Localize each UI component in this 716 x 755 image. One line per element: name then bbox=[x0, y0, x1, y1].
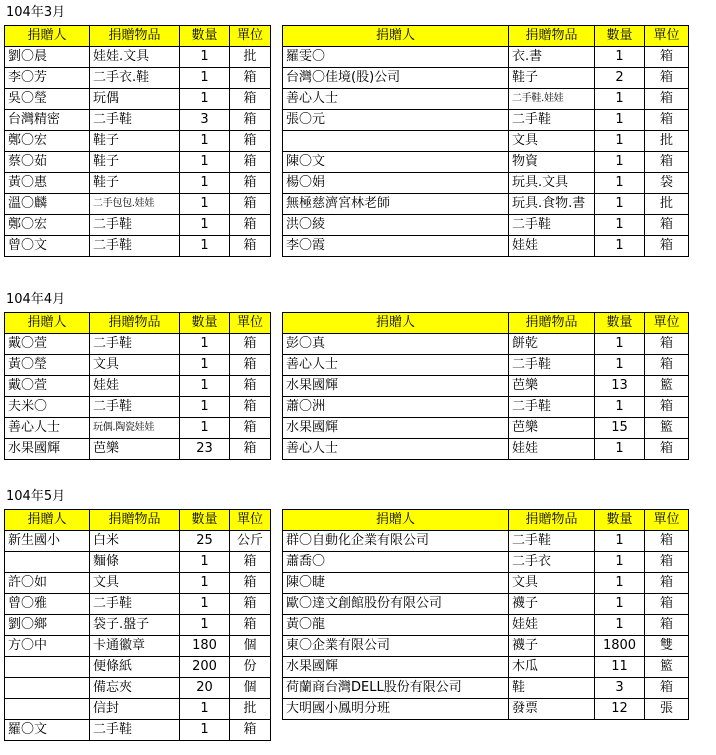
cell-quantity: 1 bbox=[180, 615, 230, 636]
cell-item: 便條紙 bbox=[90, 657, 180, 678]
cell-unit: 籃 bbox=[645, 418, 689, 439]
cell-item: 二手鞋 bbox=[90, 334, 180, 355]
table-row bbox=[5, 215, 271, 236]
cell-unit: 箱 bbox=[645, 397, 689, 418]
cell-quantity: 1 bbox=[595, 397, 645, 418]
table-row bbox=[5, 173, 271, 194]
cell-quantity: 1 bbox=[180, 418, 230, 439]
cell-donor: 黃〇瑩 bbox=[5, 355, 90, 376]
table-header-row bbox=[5, 510, 271, 531]
column-header-unit: 單位 bbox=[230, 313, 271, 334]
cell-item: 二手鞋 bbox=[509, 531, 595, 552]
cell-donor bbox=[5, 678, 90, 699]
cell-donor: 鄭〇宏 bbox=[5, 131, 90, 152]
column-header-quantity: 數量 bbox=[595, 510, 645, 531]
cell-donor: 善心人士 bbox=[283, 439, 509, 460]
cell-unit: 箱 bbox=[230, 418, 271, 439]
cell-quantity: 1 bbox=[595, 194, 645, 215]
cell-quantity: 20 bbox=[180, 678, 230, 699]
cell-item: 二手鞋 bbox=[90, 397, 180, 418]
cell-quantity: 1 bbox=[180, 152, 230, 173]
cell-quantity: 15 bbox=[595, 418, 645, 439]
cell-quantity: 1 bbox=[595, 131, 645, 152]
cell-quantity: 1 bbox=[180, 236, 230, 257]
cell-donor: 夫米〇 bbox=[5, 397, 90, 418]
cell-quantity: 1 bbox=[180, 355, 230, 376]
cell-quantity: 1 bbox=[595, 531, 645, 552]
cell-donor: 楊〇娟 bbox=[283, 173, 509, 194]
cell-quantity: 1 bbox=[595, 573, 645, 594]
column-header-quantity: 數量 bbox=[180, 510, 230, 531]
column-header-item: 捐贈物品 bbox=[509, 313, 595, 334]
cell-quantity: 1 bbox=[595, 152, 645, 173]
table-row bbox=[283, 215, 689, 236]
cell-donor: 水果國輝 bbox=[5, 439, 90, 460]
cell-quantity: 1 bbox=[180, 594, 230, 615]
cell-donor: 新生國小 bbox=[5, 531, 90, 552]
table-header-row bbox=[283, 313, 689, 334]
cell-item: 白米 bbox=[90, 531, 180, 552]
cell-unit: 箱 bbox=[230, 397, 271, 418]
table-row bbox=[5, 110, 271, 131]
table-row bbox=[5, 594, 271, 615]
cell-quantity: 1 bbox=[180, 573, 230, 594]
cell-quantity: 3 bbox=[595, 678, 645, 699]
cell-item: 芭樂 bbox=[509, 418, 595, 439]
cell-item: 餅乾 bbox=[509, 334, 595, 355]
cell-item: 物資 bbox=[509, 152, 595, 173]
cell-unit: 份 bbox=[230, 657, 271, 678]
cell-unit: 箱 bbox=[645, 89, 689, 110]
table-row bbox=[283, 678, 689, 699]
table-row bbox=[5, 552, 271, 573]
cell-quantity: 1 bbox=[180, 397, 230, 418]
cell-item: 二手衣.鞋 bbox=[90, 68, 180, 89]
table-row bbox=[5, 439, 271, 460]
column-header-quantity: 數量 bbox=[180, 26, 230, 47]
cell-item: 文具 bbox=[90, 573, 180, 594]
table-row bbox=[283, 173, 689, 194]
cell-quantity: 1 bbox=[180, 699, 230, 720]
table-header-row bbox=[5, 26, 271, 47]
cell-quantity: 1 bbox=[595, 594, 645, 615]
column-header-item: 捐贈物品 bbox=[509, 26, 595, 47]
cell-unit: 箱 bbox=[645, 615, 689, 636]
cell-donor: 群〇自動化企業有限公司 bbox=[283, 531, 509, 552]
cell-donor bbox=[5, 552, 90, 573]
cell-unit: 箱 bbox=[230, 334, 271, 355]
cell-item: 襪子 bbox=[509, 594, 595, 615]
column-header-unit: 單位 bbox=[645, 313, 689, 334]
cell-unit: 箱 bbox=[645, 573, 689, 594]
cell-donor: 李〇芳 bbox=[5, 68, 90, 89]
cell-donor: 羅雯〇 bbox=[283, 47, 509, 68]
cell-unit: 箱 bbox=[645, 47, 689, 68]
cell-item: 娃娃 bbox=[90, 376, 180, 397]
cell-item: 二手鞋 bbox=[90, 594, 180, 615]
cell-donor: 劉〇晨 bbox=[5, 47, 90, 68]
cell-quantity: 1 bbox=[595, 615, 645, 636]
cell-unit: 箱 bbox=[645, 152, 689, 173]
cell-donor: 東〇企業有限公司 bbox=[283, 636, 509, 657]
cell-donor: 戴〇萱 bbox=[5, 376, 90, 397]
cell-item: 鞋子 bbox=[90, 131, 180, 152]
cell-unit: 批 bbox=[230, 47, 271, 68]
cell-item: 鞋 bbox=[509, 678, 595, 699]
cell-item: 卡通徽章 bbox=[90, 636, 180, 657]
cell-donor: 蕭〇洲 bbox=[283, 397, 509, 418]
cell-unit: 箱 bbox=[230, 720, 271, 741]
cell-donor: 陳〇睫 bbox=[283, 573, 509, 594]
table-row bbox=[283, 110, 689, 131]
cell-item: 木瓜 bbox=[509, 657, 595, 678]
cell-item: 文具 bbox=[509, 573, 595, 594]
table-row bbox=[283, 418, 689, 439]
table-row bbox=[5, 699, 271, 720]
column-header-quantity: 數量 bbox=[595, 313, 645, 334]
column-header-donor: 捐贈人 bbox=[5, 26, 90, 47]
cell-unit: 箱 bbox=[230, 152, 271, 173]
cell-unit: 籃 bbox=[645, 376, 689, 397]
cell-unit: 籃 bbox=[645, 657, 689, 678]
cell-unit: 箱 bbox=[645, 68, 689, 89]
cell-item: 二手鞋 bbox=[509, 215, 595, 236]
column-header-item: 捐贈物品 bbox=[90, 26, 180, 47]
cell-donor: 大明國小鳳明分班 bbox=[283, 699, 509, 720]
table-header-row bbox=[5, 313, 271, 334]
table-header-row bbox=[283, 510, 689, 531]
cell-unit: 箱 bbox=[645, 110, 689, 131]
cell-unit: 袋 bbox=[645, 173, 689, 194]
cell-quantity: 1 bbox=[595, 236, 645, 257]
cell-item: 二手鞋.娃娃 bbox=[509, 89, 595, 110]
cell-unit: 箱 bbox=[230, 376, 271, 397]
cell-quantity: 1 bbox=[180, 47, 230, 68]
cell-quantity: 1800 bbox=[595, 636, 645, 657]
table-row bbox=[5, 397, 271, 418]
table-row bbox=[283, 636, 689, 657]
cell-donor: 彭〇真 bbox=[283, 334, 509, 355]
cell-donor: 黃〇龍 bbox=[283, 615, 509, 636]
cell-unit: 箱 bbox=[645, 215, 689, 236]
cell-item: 鞋子 bbox=[90, 152, 180, 173]
cell-unit: 個 bbox=[230, 678, 271, 699]
cell-quantity: 3 bbox=[180, 110, 230, 131]
cell-item: 鞋子 bbox=[90, 173, 180, 194]
cell-donor: 方〇中 bbox=[5, 636, 90, 657]
cell-donor: 戴〇萱 bbox=[5, 334, 90, 355]
column-header-donor: 捐贈人 bbox=[5, 313, 90, 334]
cell-unit: 批 bbox=[645, 131, 689, 152]
cell-quantity: 1 bbox=[180, 173, 230, 194]
table-row bbox=[283, 439, 689, 460]
cell-item: 玩偶 bbox=[90, 89, 180, 110]
table-row bbox=[283, 355, 689, 376]
table-row bbox=[5, 47, 271, 68]
table-row bbox=[283, 152, 689, 173]
cell-unit: 箱 bbox=[230, 573, 271, 594]
cell-quantity: 12 bbox=[595, 699, 645, 720]
table-row bbox=[283, 47, 689, 68]
table-row bbox=[283, 89, 689, 110]
column-header-donor: 捐贈人 bbox=[5, 510, 90, 531]
cell-donor: 歐〇達文創館股份有限公司 bbox=[283, 594, 509, 615]
cell-item: 娃娃 bbox=[509, 615, 595, 636]
cell-quantity: 25 bbox=[180, 531, 230, 552]
cell-donor: 羅〇文 bbox=[5, 720, 90, 741]
cell-donor: 劉〇鄉 bbox=[5, 615, 90, 636]
cell-donor bbox=[5, 699, 90, 720]
table-row bbox=[283, 194, 689, 215]
table-row bbox=[5, 355, 271, 376]
donation-table-march-right bbox=[282, 25, 689, 257]
cell-quantity: 1 bbox=[595, 89, 645, 110]
section-title-may: 104年5月 bbox=[6, 489, 66, 504]
cell-donor: 台灣〇佳境(股)公司 bbox=[283, 68, 509, 89]
cell-unit: 批 bbox=[230, 699, 271, 720]
table-row bbox=[5, 131, 271, 152]
column-header-donor: 捐贈人 bbox=[283, 313, 509, 334]
cell-item: 麵條 bbox=[90, 552, 180, 573]
cell-donor: 許〇如 bbox=[5, 573, 90, 594]
cell-quantity: 1 bbox=[180, 376, 230, 397]
cell-item: 芭樂 bbox=[90, 439, 180, 460]
column-header-unit: 單位 bbox=[645, 510, 689, 531]
donation-table-april-left bbox=[4, 312, 271, 460]
cell-donor bbox=[283, 131, 509, 152]
cell-quantity: 1 bbox=[595, 355, 645, 376]
table-row bbox=[5, 334, 271, 355]
table-row bbox=[5, 152, 271, 173]
cell-quantity: 1 bbox=[595, 110, 645, 131]
cell-item: 二手鞋 bbox=[509, 397, 595, 418]
cell-item: 袋子.盤子 bbox=[90, 615, 180, 636]
cell-unit: 箱 bbox=[645, 355, 689, 376]
table-row bbox=[5, 720, 271, 741]
cell-item: 玩具.食物.書 bbox=[509, 194, 595, 215]
cell-donor: 荷蘭商台灣DELL股份有限公司 bbox=[283, 678, 509, 699]
cell-unit: 張 bbox=[645, 699, 689, 720]
cell-unit: 箱 bbox=[645, 552, 689, 573]
cell-unit: 箱 bbox=[230, 173, 271, 194]
section-title-april: 104年4月 bbox=[6, 292, 66, 307]
cell-quantity: 180 bbox=[180, 636, 230, 657]
cell-donor: 蕭喬〇 bbox=[283, 552, 509, 573]
cell-unit: 箱 bbox=[645, 678, 689, 699]
cell-unit: 箱 bbox=[645, 334, 689, 355]
cell-item: 備忘夾 bbox=[90, 678, 180, 699]
cell-unit: 箱 bbox=[230, 236, 271, 257]
cell-unit: 箱 bbox=[230, 355, 271, 376]
cell-item: 二手包包.娃娃 bbox=[90, 194, 180, 215]
cell-unit: 箱 bbox=[645, 594, 689, 615]
cell-item: 文具 bbox=[509, 131, 595, 152]
cell-item: 衣.書 bbox=[509, 47, 595, 68]
cell-quantity: 1 bbox=[180, 131, 230, 152]
cell-donor: 水果國輝 bbox=[283, 418, 509, 439]
cell-donor: 陳〇文 bbox=[283, 152, 509, 173]
table-row bbox=[5, 89, 271, 110]
cell-unit: 箱 bbox=[230, 110, 271, 131]
cell-item: 二手鞋 bbox=[90, 720, 180, 741]
cell-donor: 溫〇麟 bbox=[5, 194, 90, 215]
cell-quantity: 2 bbox=[595, 68, 645, 89]
cell-donor: 蔡〇茹 bbox=[5, 152, 90, 173]
cell-quantity: 23 bbox=[180, 439, 230, 460]
column-header-donor: 捐贈人 bbox=[283, 26, 509, 47]
table-row bbox=[5, 68, 271, 89]
cell-quantity: 1 bbox=[180, 194, 230, 215]
cell-donor: 黃〇惠 bbox=[5, 173, 90, 194]
table-row bbox=[283, 236, 689, 257]
donation-table-may-left bbox=[4, 509, 271, 741]
cell-quantity: 1 bbox=[180, 552, 230, 573]
cell-unit: 箱 bbox=[230, 552, 271, 573]
cell-donor: 無極慈濟宮林老師 bbox=[283, 194, 509, 215]
cell-quantity: 1 bbox=[180, 720, 230, 741]
cell-quantity: 1 bbox=[180, 334, 230, 355]
column-header-item: 捐贈物品 bbox=[509, 510, 595, 531]
cell-item: 發票 bbox=[509, 699, 595, 720]
cell-donor: 張〇元 bbox=[283, 110, 509, 131]
cell-unit: 箱 bbox=[230, 131, 271, 152]
cell-item: 玩偶.陶瓷娃娃 bbox=[90, 418, 180, 439]
cell-item: 二手鞋 bbox=[509, 355, 595, 376]
donation-table-may-right bbox=[282, 509, 689, 720]
cell-item: 娃娃 bbox=[509, 236, 595, 257]
cell-quantity: 1 bbox=[595, 334, 645, 355]
cell-quantity: 1 bbox=[180, 89, 230, 110]
cell-item: 文具 bbox=[90, 355, 180, 376]
cell-donor bbox=[5, 657, 90, 678]
cell-unit: 箱 bbox=[230, 615, 271, 636]
cell-donor: 水果國輝 bbox=[283, 657, 509, 678]
cell-donor: 曾〇文 bbox=[5, 236, 90, 257]
cell-item: 二手衣 bbox=[509, 552, 595, 573]
cell-donor: 鄭〇宏 bbox=[5, 215, 90, 236]
table-row bbox=[5, 531, 271, 552]
cell-unit: 箱 bbox=[230, 215, 271, 236]
donation-table-march-left bbox=[4, 25, 271, 257]
cell-quantity: 1 bbox=[595, 552, 645, 573]
cell-item: 鞋子 bbox=[509, 68, 595, 89]
cell-unit: 箱 bbox=[645, 439, 689, 460]
table-row bbox=[5, 573, 271, 594]
table-row bbox=[283, 131, 689, 152]
table-row bbox=[283, 531, 689, 552]
cell-donor: 善心人士 bbox=[283, 355, 509, 376]
column-header-item: 捐贈物品 bbox=[90, 313, 180, 334]
table-row bbox=[5, 376, 271, 397]
table-row bbox=[283, 615, 689, 636]
table-row bbox=[5, 418, 271, 439]
table-row bbox=[283, 594, 689, 615]
table-row bbox=[5, 678, 271, 699]
cell-item: 玩具.文具 bbox=[509, 173, 595, 194]
cell-donor: 曾〇雅 bbox=[5, 594, 90, 615]
table-row bbox=[283, 397, 689, 418]
cell-quantity: 1 bbox=[595, 215, 645, 236]
cell-donor: 吳〇瑩 bbox=[5, 89, 90, 110]
cell-quantity: 200 bbox=[180, 657, 230, 678]
cell-item: 芭樂 bbox=[509, 376, 595, 397]
column-header-unit: 單位 bbox=[645, 26, 689, 47]
cell-quantity: 11 bbox=[595, 657, 645, 678]
cell-unit: 箱 bbox=[645, 531, 689, 552]
column-header-unit: 單位 bbox=[230, 510, 271, 531]
cell-item: 二手鞋 bbox=[509, 110, 595, 131]
cell-donor: 洪〇綾 bbox=[283, 215, 509, 236]
cell-item: 娃娃.文具 bbox=[90, 47, 180, 68]
table-row bbox=[5, 636, 271, 657]
cell-quantity: 1 bbox=[180, 68, 230, 89]
table-row bbox=[5, 236, 271, 257]
cell-unit: 雙 bbox=[645, 636, 689, 657]
cell-item: 襪子 bbox=[509, 636, 595, 657]
cell-donor: 水果國輝 bbox=[283, 376, 509, 397]
cell-unit: 箱 bbox=[230, 439, 271, 460]
cell-item: 信封 bbox=[90, 699, 180, 720]
cell-donor: 善心人士 bbox=[5, 418, 90, 439]
table-row bbox=[5, 657, 271, 678]
cell-donor: 台灣精密 bbox=[5, 110, 90, 131]
column-header-quantity: 數量 bbox=[595, 26, 645, 47]
cell-unit: 箱 bbox=[230, 68, 271, 89]
cell-unit: 批 bbox=[645, 194, 689, 215]
cell-unit: 公斤 bbox=[230, 531, 271, 552]
cell-unit: 箱 bbox=[645, 236, 689, 257]
cell-item: 二手鞋 bbox=[90, 236, 180, 257]
cell-item: 二手鞋 bbox=[90, 215, 180, 236]
cell-quantity: 1 bbox=[595, 47, 645, 68]
cell-unit: 箱 bbox=[230, 194, 271, 215]
table-header-row bbox=[283, 26, 689, 47]
table-row bbox=[283, 68, 689, 89]
cell-unit: 個 bbox=[230, 636, 271, 657]
cell-donor: 李〇霞 bbox=[283, 236, 509, 257]
donation-table-april-right bbox=[282, 312, 689, 460]
cell-donor: 善心人士 bbox=[283, 89, 509, 110]
cell-quantity: 1 bbox=[595, 173, 645, 194]
cell-unit: 箱 bbox=[230, 89, 271, 110]
table-row bbox=[283, 552, 689, 573]
table-row bbox=[5, 615, 271, 636]
cell-quantity: 1 bbox=[180, 215, 230, 236]
table-row bbox=[283, 376, 689, 397]
cell-quantity: 13 bbox=[595, 376, 645, 397]
column-header-unit: 單位 bbox=[230, 26, 271, 47]
cell-unit: 箱 bbox=[230, 594, 271, 615]
table-row bbox=[283, 699, 689, 720]
table-row bbox=[283, 657, 689, 678]
section-title-march: 104年3月 bbox=[6, 5, 66, 20]
cell-quantity: 1 bbox=[595, 439, 645, 460]
column-header-quantity: 數量 bbox=[180, 313, 230, 334]
table-row bbox=[283, 334, 689, 355]
cell-item: 二手鞋 bbox=[90, 110, 180, 131]
cell-item: 娃娃 bbox=[509, 439, 595, 460]
table-row bbox=[283, 573, 689, 594]
column-header-item: 捐贈物品 bbox=[90, 510, 180, 531]
column-header-donor: 捐贈人 bbox=[283, 510, 509, 531]
table-row bbox=[5, 194, 271, 215]
